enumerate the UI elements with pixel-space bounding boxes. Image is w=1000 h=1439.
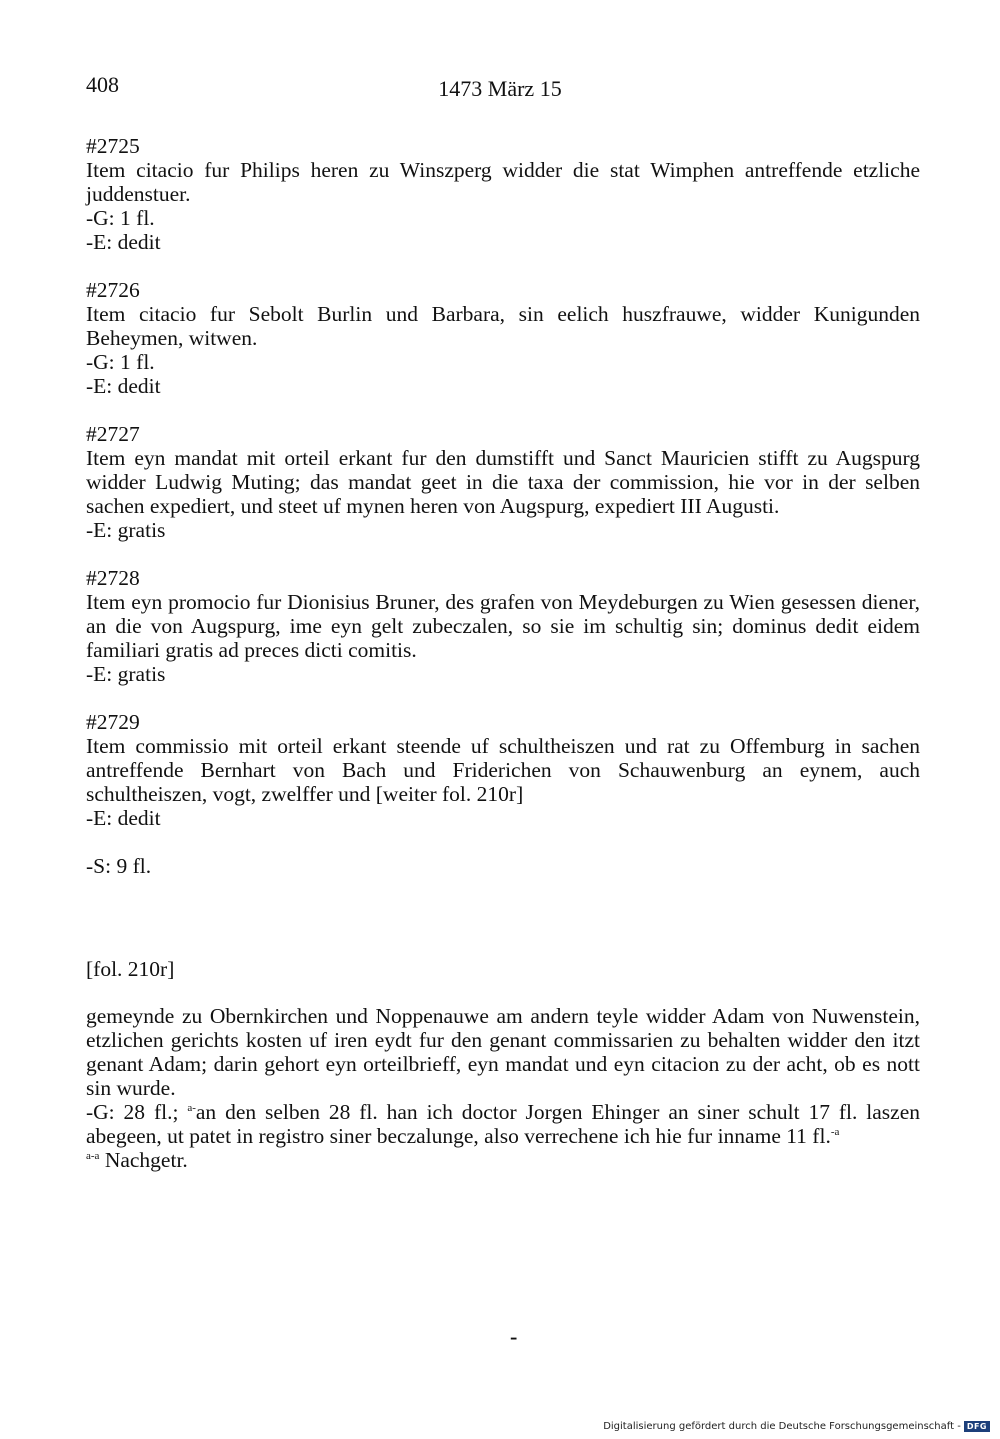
entry bbox=[86, 710, 920, 830]
entry bbox=[86, 134, 920, 254]
entry-number: #2729 bbox=[86, 710, 140, 734]
entry-text: Item eyn promocio fur Dionisius Bruner, des grafen von Meydeburgen zu Wien gesessen diener, an die von Augspurg, ime eyn gelt zubeczalen, so sie im schultig sin; dominus dedit eidem familiari gratis ad preces dicti comitis. bbox=[86, 590, 920, 662]
entry-fee: -E: dedit bbox=[86, 374, 161, 398]
note-mark-open: a- bbox=[187, 1101, 196, 1114]
entry-number: #2725 bbox=[86, 134, 140, 158]
entry-text: Item citacio fur Philips heren zu Winszperg widder die stat Wimphen antreffende etzliche juddenstuer. bbox=[86, 158, 920, 206]
bottom-dash: - bbox=[510, 1324, 518, 1349]
footer-credit-text: Digitalisierung gefördert durch die Deutsche Forschungsgemeinschaft - bbox=[603, 1421, 961, 1432]
sum-line: -S: 9 fl. bbox=[86, 854, 152, 878]
running-head: 1473 März 15 bbox=[438, 76, 562, 101]
continuation-block bbox=[86, 1004, 920, 1172]
note-mark-close: -a bbox=[830, 1125, 840, 1138]
continuation-fee bbox=[86, 1100, 920, 1148]
footer-credit bbox=[603, 1421, 990, 1432]
entry-number: #2726 bbox=[86, 278, 140, 302]
entry-fee: -G: 1 fl. bbox=[86, 206, 155, 230]
dfg-logo-icon: DFG bbox=[964, 1421, 990, 1432]
entry-text: Item eyn mandat mit orteil erkant fur den dumstifft und Sanct Mauricien stifft zu Augspurg widder Ludwig Muting; das mandat geet in die taxa der commission, hie vor in der selben sachen expediert, und steet uf mynen heren von Augspurg, expediert III Augusti. bbox=[86, 446, 920, 518]
footnote bbox=[86, 1148, 920, 1172]
entry-text: Item commissio mit orteil erkant steende uf schultheiszen und rat zu Offemburg in sachen antreffende Bernhart von Bach und Friderichen von Schauwenburg an eynem, auch schultheiszen, vogt, zwelffer und [weiter fol. 210r] bbox=[86, 734, 920, 806]
entry bbox=[86, 566, 920, 686]
page-number: 408 bbox=[86, 72, 119, 97]
fee-prefix: -G: 28 fl.; bbox=[86, 1100, 188, 1124]
entry-fee: -G: 1 fl. bbox=[86, 350, 155, 374]
folio-marker: [fol. 210r] bbox=[86, 957, 175, 981]
continuation-text: gemeynde zu Obernkirchen und Noppenauwe am andern teyle widder Adam von Nuwenstein, etzlichen gerichts kosten uf iren eydt fur den genant commissarien zu behalten widder den itzt genant Adam; darin gehort eyn orteilbrieff, eyn mandat und eyn citacion zu der acht, ob es nott sin wurde. bbox=[86, 1004, 920, 1100]
entry-number: #2728 bbox=[86, 566, 140, 590]
fee-note: an den selben 28 fl. han ich doctor Jorgen Ehinger an siner schult 17 fl. laszen abegeen, ut patet in registro siner beczalunge, also verrechene ich hie fur inname 11 fl. bbox=[86, 1100, 920, 1148]
entry-list bbox=[86, 134, 920, 878]
footnote-text: Nachgetr. bbox=[99, 1148, 188, 1172]
entry-fee: -E: gratis bbox=[86, 518, 166, 542]
entry-fee: -E: dedit bbox=[86, 230, 161, 254]
entry-text: Item citacio fur Sebolt Burlin und Barbara, sin eelich huszfrauwe, widder Kunigunden Beheymen, witwen. bbox=[86, 302, 920, 350]
entry bbox=[86, 422, 920, 542]
entry-fee: -E: gratis bbox=[86, 662, 166, 686]
entry-fee: -E: dedit bbox=[86, 806, 161, 830]
entry-number: #2727 bbox=[86, 422, 140, 446]
footnote-mark: a-a bbox=[86, 1149, 100, 1162]
entry bbox=[86, 278, 920, 398]
